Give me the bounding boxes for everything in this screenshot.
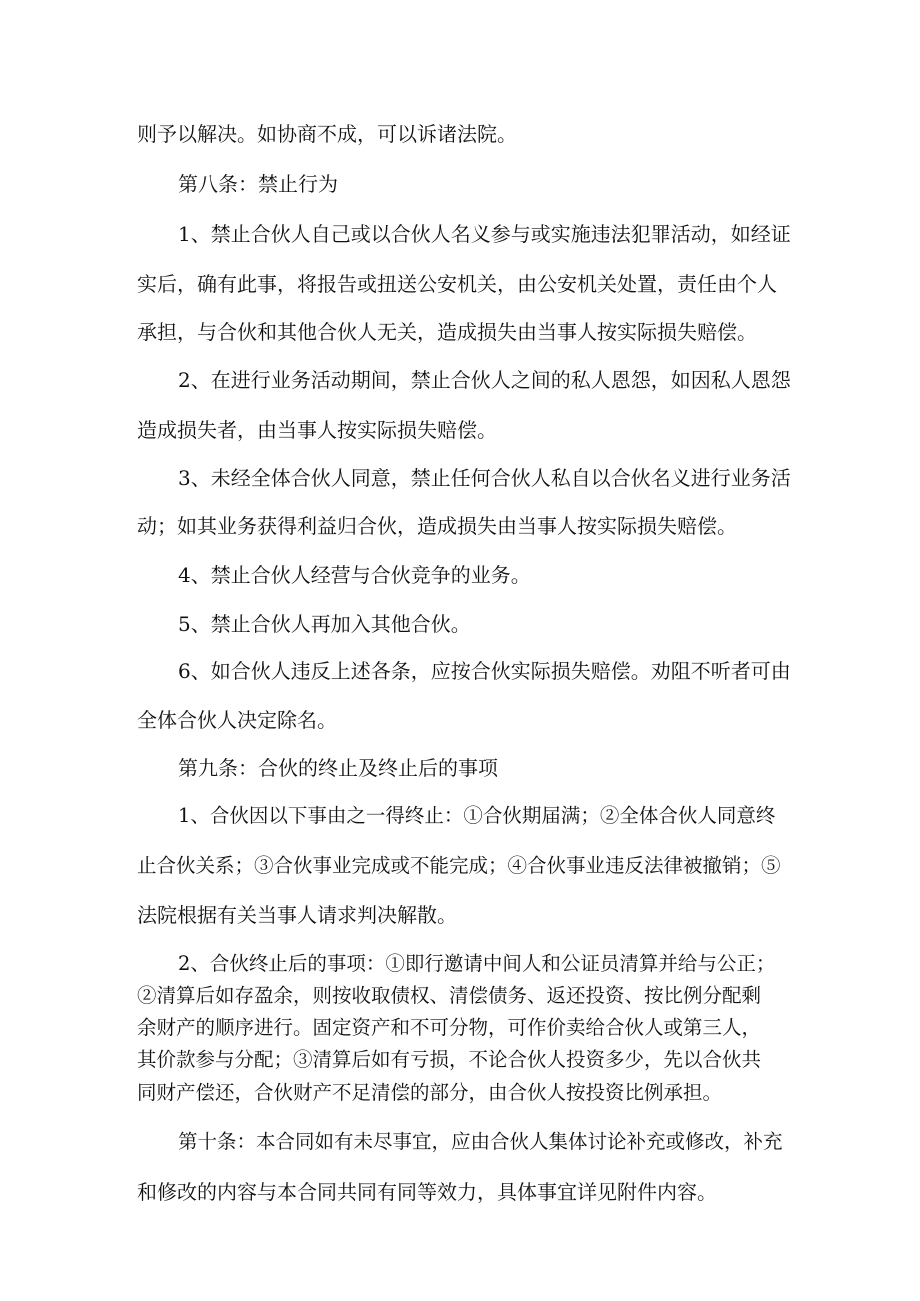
paragraph-line: 承担，与合伙和其他合伙人无关，造成损失由当事人按实际损失赔偿。 bbox=[137, 320, 757, 344]
paragraph-line: 1、合伙因以下事由之一得终止：①合伙期届满；②全体合伙人同意终 bbox=[178, 804, 776, 827]
paragraph-line: ②清算后如存盈余，则按收取债权、清偿债务、返还投资、按比例分配剩 bbox=[137, 984, 762, 1007]
paragraph-line: 4、禁止合伙人经营与合伙竞争的业务。 bbox=[178, 563, 531, 587]
paragraph-line: 则予以解决。如协商不成，可以诉诸法院。 bbox=[137, 122, 517, 146]
article-heading: 第九条：合伙的终止及终止后的事项 bbox=[178, 756, 498, 780]
paragraph-line: 动；如其业务获得利益归合伙，造成损失由当事人按实际损失赔偿。 bbox=[137, 514, 737, 538]
paragraph-line: 和修改的内容与本合同共同有同等效力，具体事宜详见附件内容。 bbox=[137, 1180, 717, 1204]
article-heading: 第八条：禁止行为 bbox=[178, 172, 338, 196]
paragraph-line: 造成损失者，由当事人按实际损失赔偿。 bbox=[137, 418, 497, 442]
paragraph-line: 同财产偿还，合伙财产不足清偿的部分，由合伙人按投资比例承担。 bbox=[137, 1081, 723, 1104]
paragraph-line: 全体合伙人决定除名。 bbox=[137, 708, 337, 732]
paragraph-line: 其价款参与分配；③清算后如有亏损，不论合伙人投资多少，先以合伙共 bbox=[137, 1048, 762, 1071]
paragraph-line: 1、禁止合伙人自己或以合伙人名义参与或实施违法犯罪活动，如经证 bbox=[178, 222, 791, 246]
article-heading: 第十条：本合同如有未尽事宜，应由合伙人集体讨论补充或修改，补充 bbox=[178, 1130, 783, 1153]
paragraph-line: 法院根据有关当事人请求判决解散。 bbox=[137, 903, 457, 927]
paragraph-line: 止合伙关系；③合伙事业完成或不能完成；④合伙事业违反法律被撤销；⑤ bbox=[137, 854, 781, 877]
paragraph-line: 5、禁止合伙人再加入其他合伙。 bbox=[178, 612, 471, 636]
paragraph-line: 6、如合伙人违反上述各条，应按合伙实际损失赔偿。劝阻不听者可由 bbox=[178, 659, 791, 683]
paragraph-line: 2、合伙终止后的事项：①即行邀请中间人和公证员清算并给与公正； bbox=[178, 952, 776, 975]
paragraph-line: 实后，确有此事，将报告或扭送公安机关，由公安机关处置，责任由个人 bbox=[137, 272, 777, 296]
paragraph-line: 余财产的顺序进行。固定资产和不可分物，可作价卖给合伙人或第三人， bbox=[137, 1016, 762, 1039]
paragraph-line: 3、未经全体合伙人同意，禁止任何合伙人私自以合伙名义进行业务活 bbox=[178, 466, 791, 490]
paragraph-line: 2、在进行业务活动期间，禁止合伙人之间的私人恩怨，如因私人恩怨 bbox=[178, 368, 791, 392]
